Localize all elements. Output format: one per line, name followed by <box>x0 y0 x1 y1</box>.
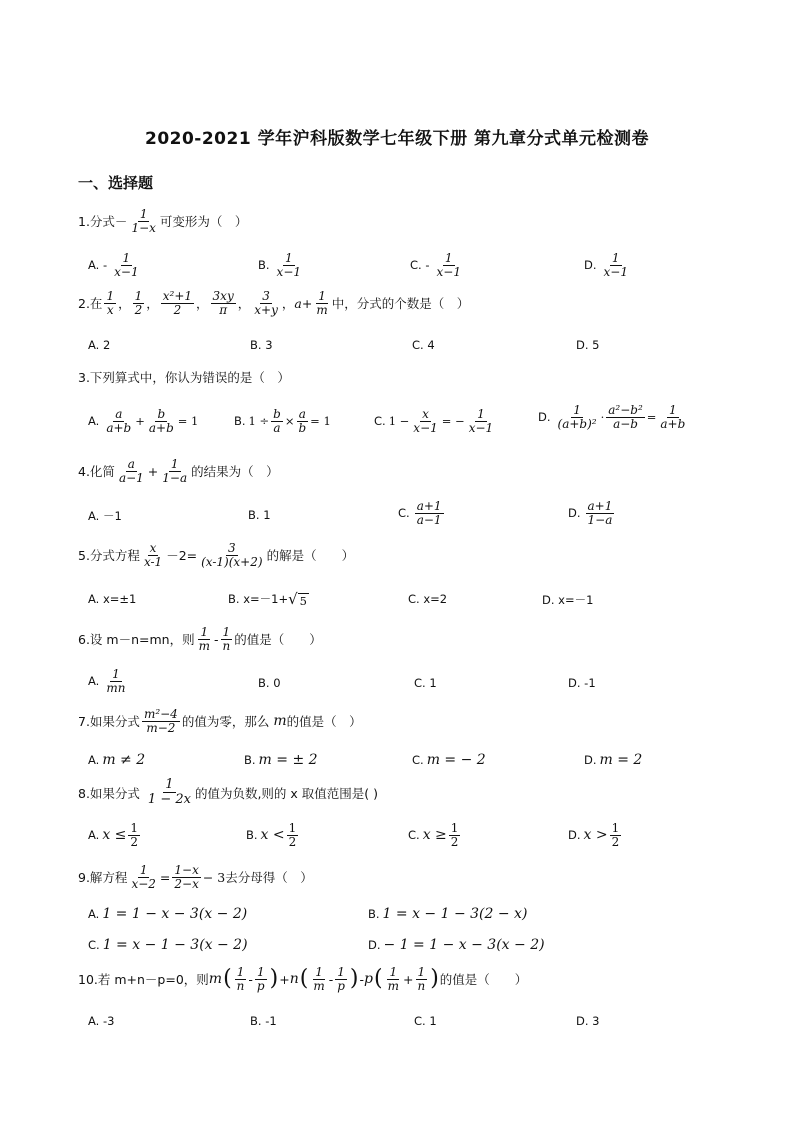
q3-option-c[interactable]: C. 1 − $\frac{x}{x-1}$ = − $\frac{1}{x-1}$ <box>374 407 494 435</box>
q3-option-d[interactable]: D. $\frac{1}{\text{(a+b)²}}$ · $\frac{\text{a²−b²}}{a-b}$ = $\frac{1}{a+b}$ <box>538 403 686 431</box>
q1-option-c[interactable]: C. - $\frac{1}{x-1}$ <box>410 251 461 279</box>
q9-option-d[interactable]: D. − 1 = 1 − x − 3(x − 2) <box>368 937 545 953</box>
question-9: 9.解方程 $\frac{1}{x-2}$ = $\frac{1-x}{2-x}$ − 3 去分母得（ ） <box>78 863 313 891</box>
section-heading: 一、选择题 <box>78 174 154 192</box>
q10-option-b[interactable]: B. -1 <box>250 1014 277 1028</box>
q1-fraction: $\frac{1}{1-x}$ <box>131 207 156 235</box>
q2-option-d[interactable]: D. 5 <box>576 338 600 352</box>
question-3: 3.下列算式中，你认为错误的是（ ） <box>78 370 290 385</box>
q5-option-d[interactable]: D. x=－1 <box>542 593 594 607</box>
q8-option-a[interactable]: A. x ≤ $\frac{1}{2}$ <box>88 821 139 849</box>
q2-text-end: 中，分式的个数是（ ） <box>331 296 470 312</box>
question-10: 10.若 m+n－p=0，则 m ( $\frac{1}{n}$ - $\frac{1}{p}$ ) + n ( $\frac{1}{m}$ - $\frac{1}{p}$ ) - p ( $\frac{1}{m}$ + $\frac{1}{n}$ ) 的值是（ ） <box>78 965 528 993</box>
q8-option-d[interactable]: D. x > $\frac{1}{2}$ <box>568 821 620 849</box>
q4-option-d[interactable]: D. $\frac{a+1}{1-a}$ <box>568 499 613 527</box>
q1-text-end: 可变形为（ ） <box>159 214 248 230</box>
q2-frac-3: $\frac{\text{x²+1}}{2}$ <box>162 289 193 317</box>
question-2: 2.在 $\frac{1}{x}$ ， $\frac{1}{2}$ ， $\frac{\text{x²+1}}{2}$ ， $\frac{3xy}{\pi}$ ， $\frac{3}{x+y}$ ， a+ $\frac{1}{m}$ 中，分式的个数是（ ） <box>78 289 470 317</box>
q9-option-b[interactable]: B. 1 = x − 1 − 3(2 − x) <box>368 906 528 922</box>
q4-option-a[interactable]: A. －1 <box>88 509 122 523</box>
q2-option-b[interactable]: B. 3 <box>250 338 273 352</box>
q3-option-b[interactable]: B. 1 ÷ $\frac{b}{a}$ × $\frac{a}{b}$ = 1 <box>234 407 331 435</box>
q5-option-b[interactable]: B. x=－1+ √ 5 <box>228 590 307 608</box>
q7-option-a[interactable]: A. m ≠ 2 <box>88 752 146 768</box>
q6-option-a[interactable]: A. $\frac{1}{mn}$ <box>88 667 126 695</box>
q7-option-c[interactable]: C. m = − 2 <box>412 752 486 768</box>
q1-option-b[interactable]: B. $\frac{1}{x-1}$ <box>258 251 302 279</box>
question-8: 8.如果分式 $\frac{1}{1 - 2x}$ 的值为负数,则的 x 取值范围是( ) <box>78 777 378 808</box>
q2-expr-6: a+ <box>294 295 313 311</box>
q1-text: 1.分式－ <box>78 214 128 230</box>
q5-option-a[interactable]: A. x=±1 <box>88 592 137 606</box>
q8-option-b[interactable]: B. x < $\frac{1}{2}$ <box>246 821 297 849</box>
question-6: 6.设 m－n=mn，则 $\frac{1}{m}$ - $\frac{1}{n}$ 的值是（ ） <box>78 625 322 653</box>
q10-option-d[interactable]: D. 3 <box>576 1014 600 1028</box>
q2-option-a[interactable]: A. 2 <box>88 338 111 352</box>
q2-frac-4: $\frac{3xy}{\pi}$ <box>212 289 234 317</box>
q9-option-c[interactable]: C. 1 = x − 1 − 3(x − 2) <box>88 937 248 953</box>
document-title: 2020-2021 学年沪科版数学七年级下册 第九章分式单元检测卷 <box>144 129 650 149</box>
q7-option-b[interactable]: B. m = ± 2 <box>244 752 318 768</box>
q1-option-d[interactable]: D. $\frac{1}{x-1}$ <box>584 251 628 279</box>
q3-option-a[interactable]: A. $\frac{a}{a+b}$ + $\frac{b}{a+b}$ = 1 <box>88 407 199 435</box>
q10-option-c[interactable]: C. 1 <box>414 1014 437 1028</box>
question-1 <box>78 208 247 235</box>
q1-option-a[interactable]: A. - $\frac{1}{x-1}$ <box>88 251 139 279</box>
q2-frac-6: $\frac{1}{m}$ <box>316 289 328 317</box>
question-5: 5.分式方程 $\frac{x}{x-1}$ －2= $\frac{3}{(x-1)(x+2)}$ 的解是（ ） <box>78 541 355 569</box>
q6-option-d[interactable]: D. -1 <box>568 676 596 690</box>
q2-text: 2.在 <box>78 296 103 312</box>
q7-option-d[interactable]: D. m = 2 <box>584 752 643 768</box>
q4-option-c[interactable]: C. $\frac{a+1}{a-1}$ <box>398 499 442 527</box>
q2-frac-1: $\frac{1}{x}$ <box>106 289 115 317</box>
q10-option-a[interactable]: A. -3 <box>88 1014 115 1028</box>
question-7: 7.如果分式 $\frac{\text{m²−4}}{m-2}$ 的值为零，那么 m 的值是（ ） <box>78 707 362 735</box>
question-4: 4.化简 $\frac{a}{a-1}$ + $\frac{1}{1-a}$ 的结果为（ ） <box>78 457 279 485</box>
q8-option-c[interactable]: C. x ≥ $\frac{1}{2}$ <box>408 821 459 849</box>
q6-option-c[interactable]: C. 1 <box>414 676 437 690</box>
q6-option-b[interactable]: B. 0 <box>258 676 281 690</box>
q2-frac-5: $\frac{3}{x+y}$ <box>254 289 278 317</box>
q4-option-b[interactable]: B. 1 <box>248 508 271 522</box>
q5-option-c[interactable]: C. x=2 <box>408 592 448 606</box>
q9-option-a[interactable]: A. 1 = 1 − x − 3(x − 2) <box>88 906 248 922</box>
q2-frac-2: $\frac{1}{2}$ <box>134 289 143 317</box>
q2-option-c[interactable]: C. 4 <box>412 338 435 352</box>
